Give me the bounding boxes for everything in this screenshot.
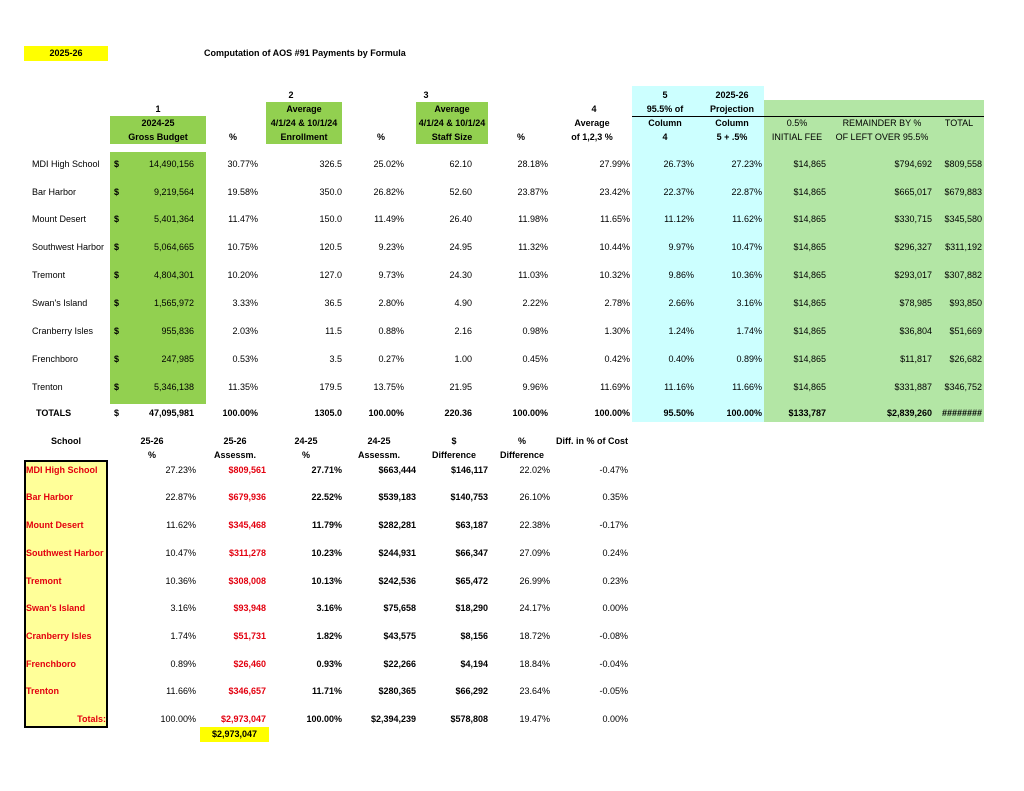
dollar-difference: $578,808 [450, 714, 488, 724]
school-name: Swan's Island [26, 603, 86, 613]
average-pct: 11.69% [600, 382, 630, 392]
pct-2526: 27.23% [165, 465, 196, 475]
cost-pct-difference: -0.05% [599, 686, 628, 696]
enrollment-pct: 11.49% [374, 214, 404, 224]
school-name: Tremont [32, 270, 66, 280]
enrollment-pct: 9.73% [378, 270, 404, 280]
col5-l1: 95.5% of [646, 104, 684, 114]
lower-h6b: Difference [499, 450, 544, 460]
pct-2526: 11.66% [166, 686, 196, 696]
initial-fee: $14,865 [793, 298, 826, 308]
staff-pct: 0.45% [522, 354, 548, 364]
lower-h3b: % [301, 450, 310, 460]
lower-h4a: 24-25 [367, 436, 391, 446]
total: $311,192 [945, 242, 982, 252]
dollar-difference: $4,194 [460, 659, 488, 669]
col8-l3: OF LEFT OVER 95.5% [835, 132, 929, 142]
school-name: Swan's Island [32, 298, 88, 308]
assessment-2526: $679,936 [228, 492, 266, 502]
lower-school-header: School [50, 436, 81, 446]
lower-h5a: $ [451, 436, 457, 446]
pct-2526: 22.87% [165, 492, 196, 502]
cost-pct-difference: -0.47% [599, 465, 628, 475]
gross-budget: 247,985 [161, 354, 194, 364]
enrollment-pct: 2.80% [378, 298, 404, 308]
dollar-difference: $8,156 [460, 631, 488, 641]
col5-l3: 4 [662, 132, 668, 142]
assessment-2425: $2,394,239 [370, 714, 416, 724]
col6-l3: 5 + .5% [716, 132, 748, 142]
projection-pct: 10.36% [731, 270, 762, 280]
pct-difference: 18.72% [519, 631, 550, 641]
pct-difference: 26.10% [519, 492, 550, 502]
col8-l2: REMAINDER BY % [842, 118, 922, 128]
col2-num: 2 [288, 90, 294, 100]
gross-budget: 9,219,564 [153, 187, 194, 197]
initial-fee: $14,865 [793, 214, 826, 224]
column5-pct: 95.50% [663, 408, 694, 418]
pct-2425: 10.23% [311, 548, 342, 558]
gross-budget: 5,064,665 [153, 242, 194, 252]
pct-2526: 100.00% [160, 714, 196, 724]
school-name: TOTALS [36, 408, 72, 418]
staff-size: 26.40 [449, 214, 472, 224]
pct-2425: 11.71% [311, 686, 342, 696]
assessment-2425: $282,281 [378, 520, 416, 530]
dollar-sign: $ [114, 408, 120, 418]
col7-l2: 0.5% [786, 118, 808, 128]
school-name: Southwest Harbor [32, 242, 105, 252]
pct-2425: 100.00% [306, 714, 342, 724]
average-pct: 2.78% [604, 298, 630, 308]
staff-size: 4.90 [454, 298, 472, 308]
dollar-difference: $146,117 [450, 465, 488, 475]
col1-l2: 2024-25 [141, 118, 175, 128]
col1-l3: Gross Budget [128, 132, 188, 142]
total: $307,882 [944, 270, 982, 280]
school-name: Bar Harbor [32, 187, 77, 197]
dollar-sign: $ [114, 298, 120, 308]
projection-pct: 3.16% [736, 298, 762, 308]
dollar-sign: $ [114, 270, 120, 280]
lower-h5b: Difference [431, 450, 476, 460]
average-pct: 27.99% [599, 159, 630, 169]
col1-num: 1 [155, 104, 161, 114]
average-pct: 10.32% [599, 270, 630, 280]
school-name: Trenton [32, 382, 63, 392]
pct1-header: % [228, 132, 237, 142]
school-name: Tremont [26, 576, 62, 586]
total: $26,682 [949, 354, 982, 364]
cost-pct-difference: 0.35% [602, 492, 628, 502]
remainder: $293,017 [894, 270, 932, 280]
lower-h2b: Assessm. [213, 450, 257, 460]
enrollment: 11.5 [325, 326, 342, 336]
remainder: $296,327 [894, 242, 932, 252]
pct-difference: 23.64% [519, 686, 550, 696]
pct-difference: 19.47% [519, 714, 550, 724]
pct-2526: 3.16% [170, 603, 196, 613]
staff-pct: 11.98% [518, 214, 548, 224]
pct-2526: 0.89% [170, 659, 196, 669]
enrollment-pct: 0.88% [378, 326, 404, 336]
dollar-sign: $ [114, 354, 120, 364]
dollar-difference: $66,292 [455, 686, 488, 696]
enrollment-pct: 26.82% [373, 187, 404, 197]
assessment-2526: $345,468 [228, 520, 266, 530]
staff-size: 52.60 [449, 187, 472, 197]
lower-h1a: 25-26 [140, 436, 164, 446]
col9-l2: TOTAL [944, 118, 974, 128]
total: $809,558 [944, 159, 982, 169]
remainder: $36,804 [899, 326, 932, 336]
col2-l3: Enrollment [280, 132, 328, 142]
remainder: $2,839,260 [886, 408, 932, 418]
remainder: $794,692 [894, 159, 932, 169]
total: $51,669 [949, 326, 982, 336]
enrollment-pct: 100.00% [368, 408, 404, 418]
assessment-2526: $26,460 [233, 659, 266, 669]
projection-pct: 27.23% [731, 159, 762, 169]
remainder: $330,715 [894, 214, 932, 224]
average-pct: 100.00% [594, 408, 630, 418]
total: ######## [941, 408, 982, 418]
staff-pct: 0.98% [522, 326, 548, 336]
average-pct: 0.42% [604, 354, 630, 364]
enrollment: 36.5 [324, 298, 342, 308]
initial-fee: $14,865 [793, 382, 826, 392]
enrollment: 350.0 [319, 187, 342, 197]
assessment-2526: $346,657 [228, 686, 266, 696]
col2-l2: 4/1/24 & 10/1/24 [270, 118, 338, 128]
pct-2526: 1.74% [170, 631, 196, 641]
lower-h1b: % [147, 450, 156, 460]
assessment-2425: $43,575 [383, 631, 416, 641]
gross-budget: 955,836 [161, 326, 194, 336]
budget-pct: 10.75% [227, 242, 258, 252]
column5-pct: 22.37% [663, 187, 694, 197]
gross-budget: 5,346,138 [153, 382, 194, 392]
assessment-2425: $280,365 [378, 686, 416, 696]
gross-budget: 4,804,301 [153, 270, 194, 280]
cost-pct-difference: 0.00% [602, 714, 628, 724]
staff-pct: 11.03% [518, 270, 548, 280]
col4-l2: Average [574, 118, 610, 128]
dollar-difference: $18,290 [455, 603, 488, 613]
enrollment: 3.5 [329, 354, 342, 364]
col5-num: 5 [662, 90, 668, 100]
initial-fee: $14,865 [793, 326, 826, 336]
enrollment: 1305.0 [314, 408, 342, 418]
pct-2425: 22.52% [311, 492, 342, 502]
school-name: Frenchboro [32, 354, 79, 364]
assessment-2425: $244,931 [378, 548, 416, 558]
cost-pct-difference: -0.08% [599, 631, 628, 641]
col3-num: 3 [423, 90, 429, 100]
dollar-difference: $140,753 [450, 492, 488, 502]
col4-l3: of 1,2,3 % [571, 132, 613, 142]
cost-pct-difference: 0.24% [602, 548, 628, 558]
gross-budget: 1,565,972 [153, 298, 194, 308]
average-pct: 11.65% [600, 214, 630, 224]
enrollment-pct: 13.75% [373, 382, 404, 392]
lower-h2a: 25-26 [223, 436, 247, 446]
total: $346,752 [944, 382, 982, 392]
year-tag: 2025-26 [49, 48, 83, 58]
enrollment-pct: 9.23% [378, 242, 404, 252]
total: $345,580 [944, 214, 982, 224]
cost-pct-difference: 0.23% [602, 576, 628, 586]
col4-num: 4 [591, 104, 597, 114]
school-name: Cranberry Isles [26, 631, 92, 641]
col7-l3: INITIAL FEE [771, 132, 823, 142]
projection-pct: 0.89% [736, 354, 762, 364]
check-total: $2,973,047 [211, 729, 258, 739]
pct-2425: 11.79% [311, 520, 342, 530]
total: $93,850 [949, 298, 982, 308]
assessment-2425: $663,444 [378, 465, 416, 475]
pct-2425: 10.13% [311, 576, 342, 586]
pct-2526: 11.62% [166, 520, 196, 530]
col3-l2: 4/1/24 & 10/1/24 [418, 118, 486, 128]
average-pct: 1.30% [604, 326, 630, 336]
pct-difference: 24.17% [519, 603, 550, 613]
pct-2425: 27.71% [311, 465, 342, 475]
page-title: Computation of AOS #91 Payments by Formula [204, 48, 406, 58]
header-rule [632, 116, 984, 117]
lower-h6a: % [517, 436, 526, 446]
school-name: Trenton [26, 686, 59, 696]
average-pct: 10.44% [599, 242, 630, 252]
projection-pct: 22.87% [731, 187, 762, 197]
assessment-2526: $51,731 [233, 631, 266, 641]
column5-pct: 26.73% [663, 159, 694, 169]
col3-l3: Staff Size [431, 132, 473, 142]
budget-pct: 11.35% [228, 382, 258, 392]
enrollment: 179.5 [319, 382, 342, 392]
pct-difference: 27.09% [519, 548, 550, 558]
column5-pct: 11.16% [664, 382, 694, 392]
staff-pct: 9.96% [522, 382, 548, 392]
col2-l1: Average [286, 104, 322, 114]
column5-pct: 0.40% [668, 354, 694, 364]
school-name: Southwest Harbor [26, 548, 104, 558]
budget-pct: 19.58% [227, 187, 258, 197]
budget-pct: 2.03% [232, 326, 258, 336]
initial-fee: $14,865 [793, 270, 826, 280]
dollar-sign: $ [114, 187, 120, 197]
dollar-sign: $ [114, 242, 120, 252]
enrollment: 127.0 [319, 270, 342, 280]
gross-budget: 14,490,156 [148, 159, 194, 169]
school-name: Mount Desert [26, 520, 84, 530]
cost-pct-difference: -0.04% [599, 659, 628, 669]
dollar-difference: $65,472 [455, 576, 488, 586]
remainder: $11,817 [900, 354, 932, 364]
enrollment: 150.0 [319, 214, 342, 224]
pct-difference: 22.38% [519, 520, 550, 530]
initial-fee: $14,865 [793, 242, 826, 252]
dollar-sign: $ [114, 159, 120, 169]
school-name: Mount Desert [32, 214, 87, 224]
lower-h7a: Diff. in % of Cost [556, 436, 628, 446]
school-name: Totals: [77, 714, 106, 724]
pct-difference: 26.99% [519, 576, 550, 586]
assessment-2425: $242,536 [378, 576, 416, 586]
pct2-header: % [376, 132, 385, 142]
projection-pct: 1.74% [736, 326, 762, 336]
dollar-difference: $63,187 [455, 520, 488, 530]
enrollment: 326.5 [319, 159, 342, 169]
enrollment-pct: 0.27% [378, 354, 404, 364]
budget-pct: 0.53% [232, 354, 258, 364]
remainder: $78,985 [899, 298, 932, 308]
school-name: Frenchboro [26, 659, 77, 669]
staff-size: 24.30 [449, 270, 472, 280]
gross-budget: 5,401,364 [153, 214, 194, 224]
initial-fee: $14,865 [793, 187, 826, 197]
budget-pct: 11.47% [228, 214, 258, 224]
column5-pct: 11.12% [664, 214, 694, 224]
school-name: Bar Harbor [26, 492, 74, 502]
staff-size: 220.36 [444, 408, 472, 418]
lower-h4b: Assessm. [357, 450, 401, 460]
pct-2425: 0.93% [316, 659, 342, 669]
column5-pct: 9.97% [668, 242, 694, 252]
assessment-2425: $539,183 [378, 492, 416, 502]
cost-pct-difference: 0.00% [602, 603, 628, 613]
staff-pct: 100.00% [512, 408, 548, 418]
assessment-2526: $809,561 [228, 465, 266, 475]
column5-pct: 9.86% [668, 270, 694, 280]
staff-size: 2.16 [454, 326, 472, 336]
school-name: MDI High School [32, 159, 100, 169]
initial-fee: $14,865 [793, 159, 826, 169]
budget-pct: 100.00% [222, 408, 258, 418]
dollar-sign: $ [114, 326, 120, 336]
col6-l1: Projection [709, 104, 754, 114]
staff-size: 21.95 [449, 382, 472, 392]
staff-pct: 11.32% [518, 242, 548, 252]
initial-fee: $14,865 [793, 354, 826, 364]
pct-difference: 22.02% [519, 465, 550, 475]
column5-pct: 1.24% [668, 326, 694, 336]
dollar-sign: $ [114, 382, 120, 392]
budget-pct: 30.77% [227, 159, 258, 169]
projection-pct: 10.47% [731, 242, 762, 252]
pct3-header: % [516, 132, 525, 142]
projection-pct: 11.62% [732, 214, 762, 224]
pct-2425: 3.16% [316, 603, 342, 613]
staff-pct: 23.87% [517, 187, 548, 197]
school-name: MDI High School [26, 465, 98, 475]
remainder: $665,017 [894, 187, 932, 197]
staff-pct: 2.22% [522, 298, 548, 308]
average-pct: 23.42% [599, 187, 630, 197]
enrollment: 120.5 [319, 242, 342, 252]
budget-pct: 3.33% [232, 298, 258, 308]
pct-difference: 18.84% [519, 659, 550, 669]
col5-l2: Column [648, 118, 682, 128]
school-name: Cranberry Isles [32, 326, 94, 336]
lower-h3a: 24-25 [294, 436, 318, 446]
assessment-2526: $93,948 [233, 603, 266, 613]
staff-size: 24.95 [449, 242, 472, 252]
fee-block-bg [764, 100, 984, 422]
assessment-2526: $308,008 [228, 576, 266, 586]
assessment-2526: $2,973,047 [220, 714, 266, 724]
assessment-2425: $75,658 [383, 603, 416, 613]
projection-pct: 11.66% [732, 382, 762, 392]
staff-pct: 28.18% [517, 159, 548, 169]
staff-size: 62.10 [449, 159, 472, 169]
remainder: $331,887 [894, 382, 932, 392]
col6-num: 2025-26 [715, 90, 749, 100]
enrollment-pct: 25.02% [373, 159, 404, 169]
dollar-difference: $66,347 [455, 548, 488, 558]
initial-fee: $133,787 [788, 408, 826, 418]
pct-2526: 10.47% [165, 548, 196, 558]
projection-pct: 100.00% [726, 408, 762, 418]
cost-pct-difference: -0.17% [599, 520, 628, 530]
col3-l1: Average [434, 104, 470, 114]
pct-2425: 1.82% [316, 631, 342, 641]
assessment-2425: $22,266 [383, 659, 416, 669]
budget-pct: 10.20% [227, 270, 258, 280]
total: $679,883 [944, 187, 982, 197]
assessment-2526: $311,278 [228, 548, 266, 558]
staff-size: 1.00 [454, 354, 472, 364]
column5-pct: 2.66% [668, 298, 694, 308]
col6-l2: Column [715, 118, 749, 128]
gross-budget: 47,095,981 [148, 408, 194, 418]
pct-2526: 10.36% [165, 576, 196, 586]
dollar-sign: $ [114, 214, 120, 224]
